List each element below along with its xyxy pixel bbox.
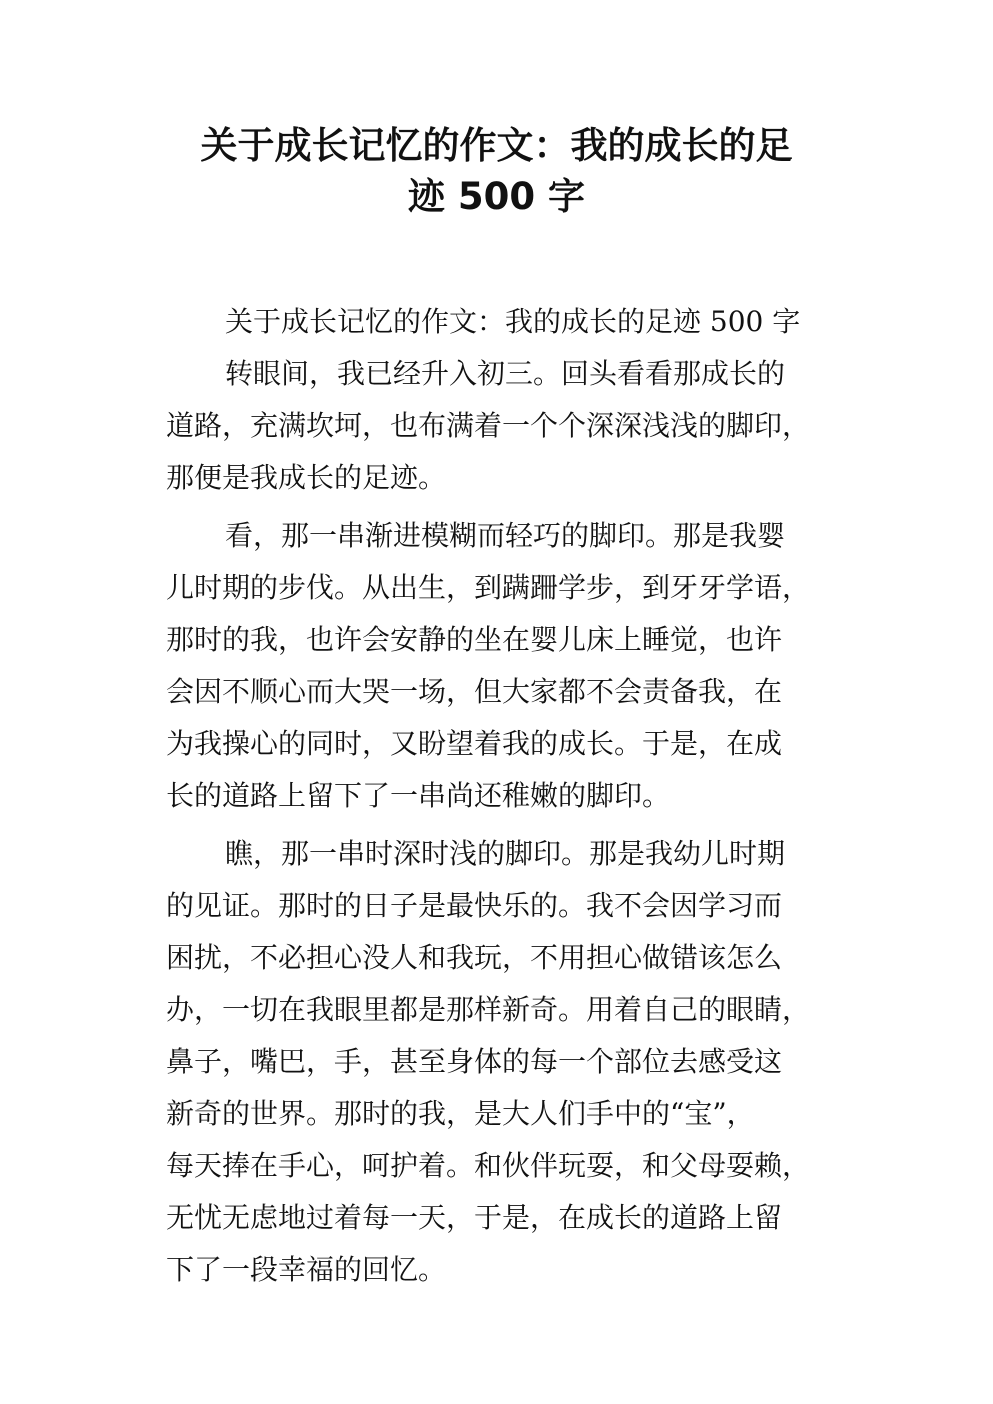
paragraph bbox=[166, 296, 838, 348]
paragraph-line: 那时的我，也许会安静的坐在婴儿床上睡觉，也许 bbox=[166, 623, 783, 656]
paragraph-line: 那便是我成长的足迹。 bbox=[166, 461, 447, 494]
paragraph-line: 每天捧在手心，呵护着。和伙伴玩耍，和父母耍赖， bbox=[166, 1149, 811, 1182]
paragraph-line: 下了一段幸福的回忆。 bbox=[166, 1253, 447, 1286]
paragraph-line: 道路，充满坎坷，也布满着一个个深深浅浅的脚印， bbox=[166, 409, 811, 442]
paragraph-line: 看，那一串渐进模糊而轻巧的脚印。那是我婴 bbox=[225, 519, 786, 552]
paragraph-line: 困扰，不必担心没人和我玩，不用担心做错该怎么 bbox=[166, 941, 783, 974]
document-title bbox=[150, 120, 843, 222]
paragraph-line: 长的道路上留下了一串尚还稚嫩的脚印。 bbox=[166, 779, 671, 812]
paragraph-line: 办，一切在我眼里都是那样新奇。用着自己的眼睛， bbox=[166, 993, 811, 1026]
paragraph-line: 为我操心的同时，又盼望着我的成长。于是，在成 bbox=[166, 727, 783, 760]
paragraph bbox=[166, 828, 838, 1296]
paragraph bbox=[166, 510, 838, 822]
paragraph-line: 会因不顺心而大哭一场，但大家都不会责备我，在 bbox=[166, 675, 783, 708]
paragraph-line: 无忧无虑地过着每一天，于是，在成长的道路上留 bbox=[166, 1201, 783, 1234]
title-line: 迹 500 字 bbox=[408, 175, 585, 218]
paragraph-line: 鼻子，嘴巴，手，甚至身体的每一个部位去感受这 bbox=[166, 1045, 783, 1078]
paragraph-line: 关于成长记忆的作文：我的成长的足迹 500 字 bbox=[225, 305, 801, 338]
paragraph-line: 转眼间，我已经升入初三。回头看看那成长的 bbox=[225, 357, 786, 390]
paragraph-line: 儿时期的步伐。从出生，到蹒跚学步，到牙牙学语， bbox=[166, 571, 811, 604]
paragraph bbox=[166, 348, 838, 504]
paragraph-line: 新奇的世界。那时的我，是大人们手中的“宝”， bbox=[166, 1097, 755, 1130]
title-line: 关于成长记忆的作文：我的成长的足 bbox=[200, 124, 793, 167]
document-body bbox=[166, 296, 838, 1296]
paragraph-line: 瞧，那一串时深时浅的脚印。那是我幼儿时期 bbox=[225, 837, 786, 870]
paragraph-line: 的见证。那时的日子是最快乐的。我不会因学习而 bbox=[166, 889, 783, 922]
